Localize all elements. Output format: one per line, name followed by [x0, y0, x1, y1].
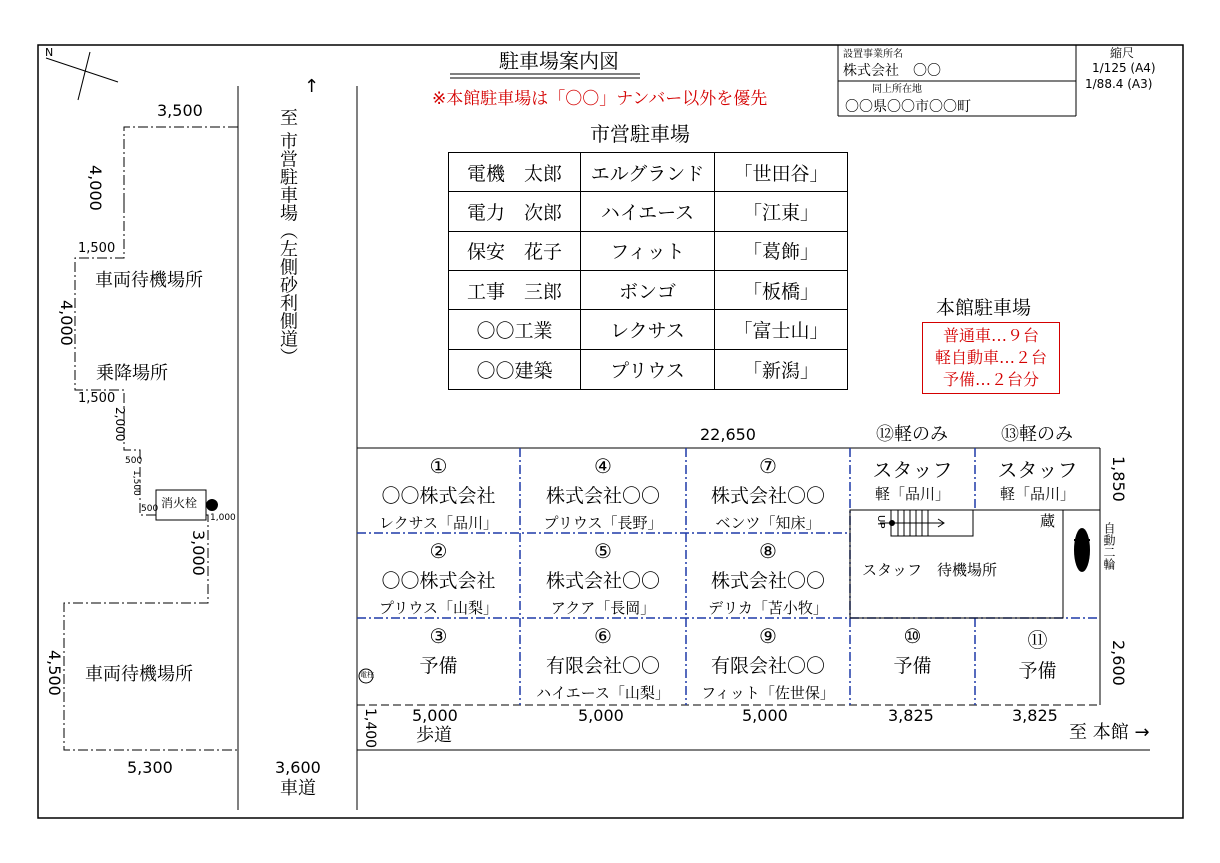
city-lot-cell: 電機 太郎	[449, 153, 581, 192]
city-lot-cell: 「板橋」	[715, 271, 847, 310]
parking-space-car: デリカ「苫小牧」	[708, 599, 828, 617]
city-lot-cell: 「富士山」	[715, 310, 847, 349]
parking-space-num: ⑧	[759, 539, 777, 563]
sidewalk-label: 歩道	[416, 725, 452, 746]
dim: 4,500	[45, 650, 64, 696]
dim: 3,600	[275, 758, 321, 777]
storage-label: 蔵	[1040, 512, 1056, 530]
vehicle-waiting-area: 車両待機場所	[95, 270, 203, 291]
main-lot-line: 予備…２台分	[942, 370, 1039, 389]
kei-only-13: ⑬軽のみ	[1001, 424, 1073, 445]
parking-space-name: 〇〇株式会社	[381, 570, 496, 592]
parking-space	[686, 618, 850, 703]
parking-space	[357, 618, 520, 682]
city-lot-cell: 「江東」	[715, 192, 847, 231]
main-lot-line: 軽自動車…２台	[934, 348, 1047, 367]
dim: 5,000	[742, 706, 788, 725]
city-lot-cell: ボンゴ	[581, 271, 715, 310]
to-main-building: 至 本館 →	[1069, 722, 1150, 743]
dim: 1,500	[131, 470, 141, 496]
utility-pole: 電柱	[360, 671, 374, 679]
city-lot-cell: 「新潟」	[742, 359, 819, 382]
dim: 2,000	[113, 407, 127, 442]
parking-space-name: 予備	[1018, 660, 1057, 682]
parking-space	[975, 618, 1100, 687]
dim: 3,000	[189, 530, 208, 576]
parking-space-name: 予備	[419, 655, 458, 677]
parking-space-car: ハイエース「山梨」	[536, 684, 670, 702]
parking-space-name: 〇〇株式会社	[381, 485, 496, 507]
parking-space-name: 株式会社〇〇	[545, 570, 660, 592]
dim: 3,825	[888, 706, 934, 725]
dim: 1,400	[362, 708, 378, 749]
dim: 3,825	[1012, 706, 1058, 725]
parking-space-name: 株式会社〇〇	[545, 485, 660, 507]
dim: 4,000	[57, 300, 76, 346]
vehicle-waiting-area: 車両待機場所	[85, 664, 193, 685]
staff-slot-12: スタッフ	[872, 458, 953, 482]
main-lot-title: 本館駐車場	[936, 297, 1032, 319]
main-lot-line: 普通車…９台	[942, 326, 1039, 345]
parking-space-name: 株式会社〇〇	[710, 570, 825, 592]
parking-space-car: フィット「佐世保」	[701, 684, 835, 702]
parking-space	[686, 533, 850, 618]
city-lot-cell: エルグランド	[581, 153, 715, 192]
city-lot-cell: 工事 三郎	[449, 271, 581, 310]
dim: 1,500	[78, 241, 116, 256]
parking-space-car: アクア「長岡」	[550, 599, 656, 617]
city-lot-cell: ハイエース	[581, 192, 715, 231]
city-lot-cell: 「世田谷」	[715, 153, 847, 192]
pickup-area: 乗降場所	[96, 363, 168, 384]
scale-a4: 1/125 (A4)	[1092, 61, 1156, 75]
dim: 1,500	[78, 391, 116, 406]
kei-only-12: ⑫軽のみ	[876, 424, 948, 445]
compass-north: N	[45, 46, 54, 59]
city-lot-cell: 〇〇工業	[449, 310, 581, 349]
scale-a3: 1/88.4 (A3)	[1085, 77, 1153, 91]
up-arrow: ↑	[304, 76, 320, 97]
parking-space-num: ④	[594, 454, 612, 478]
priority-notice: ※本館駐車場は「〇〇」ナンバー以外を優先	[432, 89, 768, 109]
parking-space-car: レクサス「品川」	[378, 514, 499, 532]
office-value: 株式会社 〇〇	[843, 63, 941, 79]
dim: 2,600	[1109, 640, 1128, 686]
parking-space	[850, 618, 975, 682]
road-to-city-lot: 至 市営駐車場（左側砂利側道）	[277, 108, 298, 366]
parking-space	[357, 533, 520, 618]
parking-space-car: プリウス「長野」	[543, 514, 663, 532]
city-lot-cell: 〇〇建築	[449, 350, 581, 389]
parking-space-name: 有限会社〇〇	[545, 655, 660, 677]
staff-slot-13: スタッフ	[997, 458, 1078, 482]
dim: 1,000	[210, 513, 236, 523]
parking-space-name: 株式会社〇〇	[710, 485, 825, 507]
parking-space-num: ②	[429, 539, 448, 563]
scale-label: 縮尺	[1110, 46, 1135, 60]
city-lot-cell: 電力 次郎	[449, 192, 581, 231]
dim: 5,000	[412, 706, 458, 725]
staff-car-12: 軽「品川」	[874, 485, 950, 503]
parking-space-num: ⑩	[903, 624, 922, 648]
up-label: UP	[875, 515, 886, 529]
parking-space-name: 有限会社〇〇	[710, 655, 825, 677]
city-lot-cell: 保安 花子	[449, 232, 581, 271]
office-label: 設置事業所名	[843, 49, 903, 60]
city-lot-table	[448, 152, 848, 390]
parking-space	[520, 448, 686, 533]
dim: 500	[141, 504, 159, 514]
address-value: 〇〇県〇〇市〇〇町	[845, 99, 971, 115]
dim: 3,500	[157, 101, 203, 120]
parking-space-num: ⑥	[594, 624, 612, 648]
city-lot-title: 市営駐車場	[590, 122, 690, 146]
city-lot-cell: プリウス	[581, 350, 715, 389]
city-lot-cell: フィット	[581, 232, 715, 271]
parking-space-car: プリウス「山梨」	[379, 599, 498, 617]
parking-space-num: ①	[429, 454, 448, 478]
parking-space-name: 予備	[893, 655, 932, 677]
address-label: 同上所在地	[872, 84, 922, 95]
city-lot-cell: レクサス	[581, 310, 715, 349]
city-lot-cell: 「葛飾」	[715, 232, 847, 271]
fire-hydrant: 消火栓	[161, 496, 198, 510]
parking-space	[520, 533, 686, 618]
motorcycle-label: 自動二輪	[1102, 522, 1116, 570]
dim: 4,000	[86, 165, 105, 211]
staff-car-13: 軽「品川」	[999, 485, 1075, 503]
page-title: 駐車場案内図	[499, 49, 619, 73]
dim: 1,850	[1109, 456, 1128, 502]
dim: 500	[125, 456, 143, 466]
dim: 5,000	[578, 706, 624, 725]
main-lot-box	[922, 322, 1060, 394]
parking-space-num: ⑦	[759, 454, 777, 478]
parking-space	[357, 448, 520, 533]
parking-space-num: ③	[429, 624, 448, 648]
parking-space-num: ⑪	[1027, 628, 1048, 652]
parking-space-car: ベンツ「知床」	[715, 514, 821, 532]
parking-space	[520, 618, 686, 703]
parking-space-num: ⑨	[759, 624, 777, 648]
dim: 22,650	[700, 425, 756, 444]
parking-space	[686, 448, 850, 533]
dim: 5,300	[127, 758, 173, 777]
parking-space-num: ⑤	[594, 539, 612, 563]
roadway-label: 車道	[280, 778, 316, 799]
staff-waiting-area: スタッフ 待機場所	[862, 561, 998, 579]
